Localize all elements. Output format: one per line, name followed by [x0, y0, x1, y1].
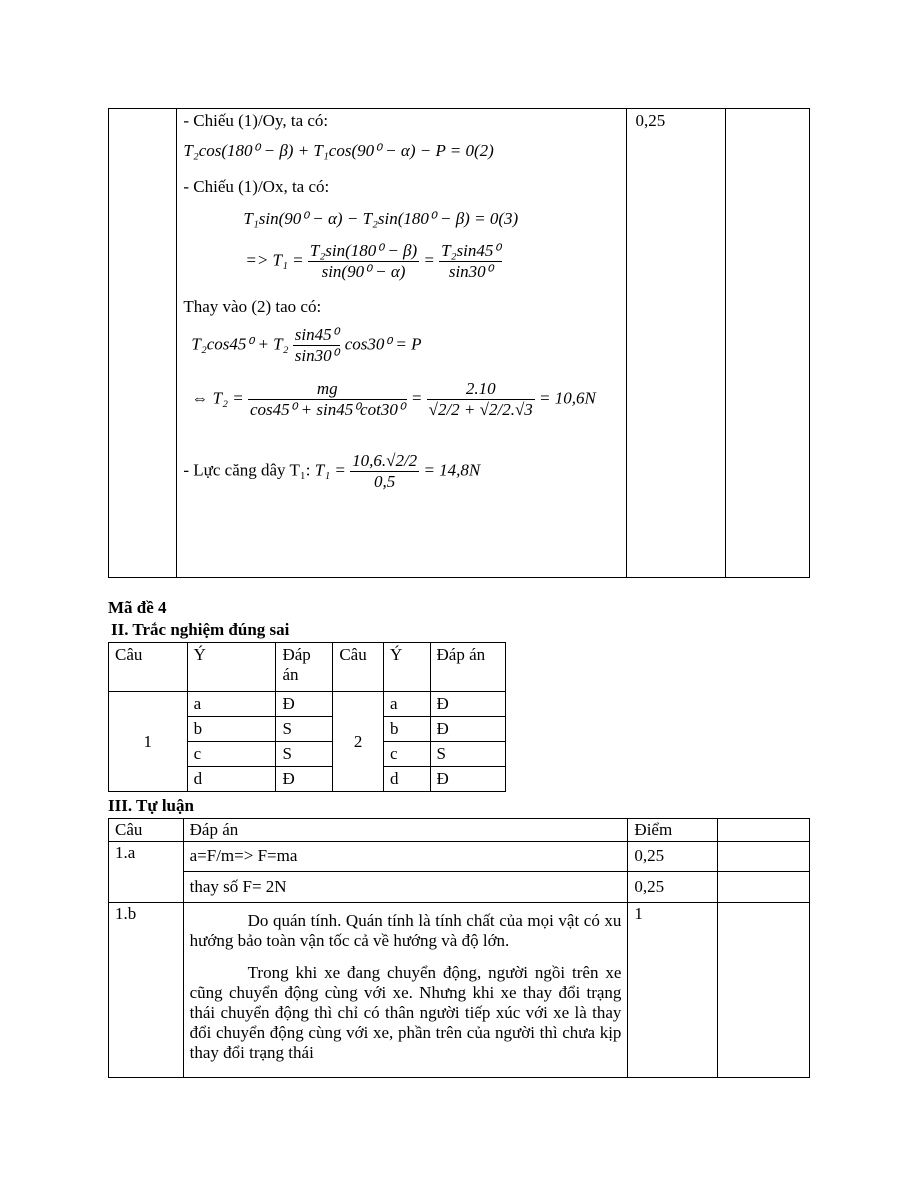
numerator: T₂sin45⁰	[441, 241, 501, 260]
fraction	[293, 325, 341, 366]
numerator: mg	[248, 379, 407, 400]
solution-cell	[177, 109, 627, 578]
header-cell: Điểm	[628, 819, 718, 842]
option-cell: a	[383, 692, 430, 717]
denominator: sin30⁰	[448, 262, 493, 281]
essay-table	[108, 818, 810, 1078]
score-cell: 0,25	[628, 872, 718, 903]
essay-heading: III. Tự luận	[108, 796, 194, 815]
option-cell: d	[383, 767, 430, 792]
question-number: 1.a	[109, 842, 184, 903]
answer-cell: S	[276, 742, 333, 767]
text-line: Thay vào (2) tao có:	[183, 297, 322, 316]
denominator: sin30⁰	[294, 346, 339, 365]
denominator: √2/2 + √2/2.√3	[428, 400, 533, 419]
option-cell: d	[187, 767, 276, 792]
text-line: - Chiếu (1)/Ox, ta có:	[183, 177, 330, 196]
header-cell: Ý	[383, 643, 430, 692]
numerator: sin45⁰	[294, 325, 339, 344]
empty-cell	[718, 903, 810, 1078]
header-cell: Đáp án	[276, 643, 333, 692]
answer-cell	[183, 903, 628, 1078]
true-false-heading: II. Trắc nghiệm đúng sai	[111, 620, 290, 639]
denominator: cos45⁰ + sin45⁰cot30⁰	[249, 400, 405, 419]
exam-code-heading: Mã đề 4	[108, 598, 167, 617]
equation-result: = 14,8N	[423, 460, 481, 480]
table-row	[109, 842, 810, 872]
option-cell: c	[383, 742, 430, 767]
denominator: 0,5	[374, 472, 396, 491]
header-cell	[718, 819, 810, 842]
answer-paragraph: Do quán tính. Quán tính là tính chất của mọi vật có xu hướng bảo toàn vận tốc cả về hướng và độ lớn.	[189, 911, 622, 950]
answer-cell: Đ	[430, 717, 506, 742]
numerator: 2.10	[427, 379, 535, 400]
equation-result: = 10,6N	[539, 388, 596, 408]
answer-cell: Đ	[430, 692, 506, 717]
header-cell: Ý	[187, 643, 276, 692]
fraction	[248, 379, 407, 420]
answer-cell: a=F/m=> F=ma	[183, 842, 628, 872]
equation-substituted	[183, 325, 620, 379]
empty-cell	[718, 872, 810, 903]
question-number: 1.b	[109, 903, 184, 1078]
fraction	[308, 241, 419, 282]
header-cell: Đáp án	[183, 819, 628, 842]
answer-cell: Đ	[276, 692, 333, 717]
score-cell: 0,25	[628, 842, 718, 872]
true-false-table	[108, 642, 506, 792]
option-cell: b	[187, 717, 276, 742]
header-cell: Câu	[109, 643, 188, 692]
answer-cell: Đ	[430, 767, 506, 792]
answer-cell: thay số F= 2N	[183, 872, 628, 903]
equation-t1: => T₁ = $\frac{\text{T₂sin(180⁰ − β)}}{\text{sin(90⁰ − α)}}$ = $\frac{\text{T₂sin45⁰}}{\text{sin30⁰}}$	[245, 241, 501, 281]
empty-cell	[726, 109, 810, 578]
table-row	[109, 903, 810, 1078]
fraction	[439, 241, 502, 282]
empty-cell	[718, 842, 810, 872]
option-cell: c	[187, 742, 276, 767]
equation-part: cos30⁰ = P	[344, 334, 422, 354]
table-header-row	[109, 819, 810, 842]
text-line: - Chiếu (1)/Oy, ta có:	[183, 111, 329, 130]
question-number: 1	[109, 692, 188, 792]
equation-part: T₂cos45⁰ + T₂	[191, 334, 289, 354]
header-cell: Đáp án	[430, 643, 506, 692]
question-number: 2	[333, 692, 384, 792]
equation-prefix: T₁ =	[314, 460, 346, 480]
equation-prefix: => T₁ =	[245, 250, 304, 270]
equation-prefix: ⇔ T₂ =	[191, 388, 244, 408]
option-cell: b	[383, 717, 430, 742]
table-row	[109, 872, 810, 903]
answer-cell: S	[430, 742, 506, 767]
table-row	[109, 692, 506, 717]
answer-paragraph: Trong khi xe đang chuyển động, người ngồi trên xe cũng chuyển động cùng với xe. Nhưng khi xe thay đổi trạng thái chuyển động thì chỉ có thân người tiếp xúc với xe là thay đổi chuyển động cùng với xe, phần trên của người thì chưa kịp thay đổi trạng thái	[189, 963, 622, 1062]
score-cell: 1	[628, 903, 718, 1078]
numerator: 10,6.√2/2	[352, 451, 418, 470]
numerator: T₂sin(180⁰ − β)	[309, 241, 418, 260]
table-header-row	[109, 643, 506, 692]
question-cell	[109, 109, 177, 578]
header-cell: Câu	[109, 819, 184, 842]
score-cell: 0,25	[627, 109, 726, 578]
equation-t2: ⇔ T₂ = $\frac{mg}{\text{cos45⁰ + sin45⁰cot30⁰}}$ = $\frac{2.10}{√2/2 + √2/2.√3}$ = 10,6N	[191, 379, 596, 419]
text-label: - Lực căng dây T₁:	[183, 460, 311, 480]
answer-cell: Đ	[276, 767, 333, 792]
table-row	[109, 109, 810, 578]
denominator: sin(90⁰ − α)	[321, 262, 406, 281]
answer-cell: S	[276, 717, 333, 742]
equation-2: T₂cos(180⁰ − β) + T₁cos(90⁰ − α) − P = 0(2)	[183, 141, 494, 160]
header-cell: Câu	[333, 643, 384, 692]
fraction	[427, 379, 535, 420]
equation-t1-result	[183, 451, 620, 515]
option-cell: a	[187, 692, 276, 717]
solution-table-continued	[108, 108, 810, 578]
fraction	[350, 451, 419, 492]
equation-3: T₁sin(90⁰ − α) − T₂sin(180⁰ − β) = 0(3)	[243, 209, 519, 228]
